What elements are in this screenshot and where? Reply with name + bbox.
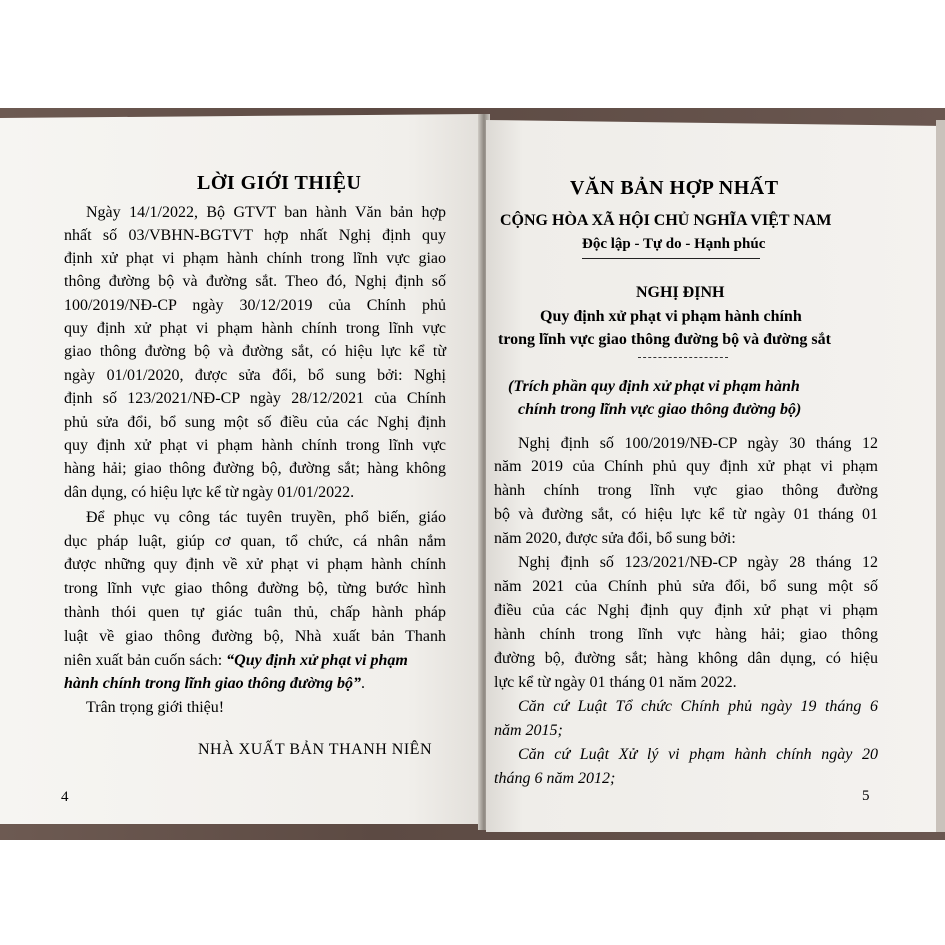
left-line-20-text: niên xuất bản cuốn sách: — [64, 652, 227, 669]
subtitle-separator — [638, 357, 728, 358]
left-line-5: 100/2019/NĐ-CP ngày 30/12/2019 của Chính phủ — [64, 297, 446, 314]
left-page-title: LỜI GIỚI THIỆU — [197, 172, 362, 194]
book-title-part-2: hành chính trong lĩnh giao thông đường bộ” — [64, 675, 361, 692]
right-line-4: bộ và đường sắt, có hiệu lực kể từ ngày 01 tháng 01 — [494, 506, 878, 523]
right-line-14: Căn cứ Luật Xử lý vi phạm hành chính ngày 20 — [518, 746, 878, 763]
right-line-8: điều của các Nghị định quy định xử phạt vi phạm — [494, 602, 878, 619]
right-line-10: đường bộ, đường sắt; hàng không dân dụng, có hiệu — [494, 650, 878, 667]
left-line-9: định số 123/2021/NĐ-CP ngày 28/12/2021 của Chính — [64, 390, 446, 407]
left-line-2: nhất số 03/VBHN-BGTVT hợp nhất Nghị định quy — [64, 227, 446, 244]
left-line-10: phủ sửa đổi, bổ sung một số điều của các Nghị định — [64, 414, 446, 431]
republic-heading: CỘNG HÒA XÃ HỘI CHỦ NGHĨA VIỆT NAM — [500, 212, 832, 229]
left-line-13: dân dụng, có hiệu lực kể từ ngày 01/01/2022. — [64, 484, 355, 501]
left-line-15: dục pháp luật, giúp cơ quan, tổ chức, cá nhân nắm — [64, 533, 446, 550]
right-line-12: Căn cứ Luật Tổ chức Chính phủ ngày 19 tháng 6 — [518, 698, 878, 715]
left-line-11: quy định xử phạt vi phạm hành chính trong lĩnh vực — [64, 437, 446, 454]
national-motto: Độc lập - Tự do - Hạnh phúc — [582, 236, 766, 252]
decree-heading: NGHỊ ĐỊNH — [636, 284, 725, 301]
right-line-13: năm 2015; — [494, 722, 563, 739]
right-line-7: năm 2021 của Chính phủ sửa đổi, bổ sung một số — [494, 578, 878, 595]
decree-subtitle-1: Quy định xử phạt vi phạm hành chính — [540, 308, 802, 325]
left-line-17: trong lĩnh vực giao thông đường bộ, từng bước hình — [64, 580, 446, 597]
right-line-2: năm 2019 của Chính phủ quy định xử phạt vi phạm — [494, 458, 878, 475]
book-title-part-1: “Quy định xử phạt vi phạm — [226, 652, 408, 669]
excerpt-note-2: chính trong lĩnh vực giao thông đường bộ) — [518, 401, 802, 418]
right-line-3: hành chính trong lĩnh vực giao thông đường — [494, 482, 878, 499]
motto-underline — [582, 258, 760, 259]
left-line-6: quy định xử phạt vi phạm hành chính trong lĩnh vực — [64, 320, 446, 337]
right-line-15: tháng 6 năm 2012; — [494, 770, 616, 787]
right-line-11: lực kể từ ngày 01 tháng 01 năm 2022. — [494, 674, 737, 691]
left-line-8: ngày 01/01/2020, được sửa đổi, bổ sung bởi: Nghị — [64, 367, 446, 384]
right-page-number: 5 — [862, 788, 870, 804]
left-line-12: hàng hải; giao thông đường bộ, đường sắt; hàng không — [64, 460, 446, 477]
right-line-6: Nghị định số 123/2021/NĐ-CP ngày 28 tháng 12 — [518, 554, 878, 571]
left-line-18: thành thói quen tự giác tuân thủ, chấp hành pháp — [64, 604, 446, 621]
left-page-number: 4 — [61, 789, 69, 805]
excerpt-note-1: (Trích phần quy định xử phạt vi phạm hành — [508, 378, 800, 395]
left-signature: NHÀ XUẤT BẢN THANH NIÊN — [198, 741, 433, 758]
left-line-3: định xử phạt vi phạm hành chính trong lĩnh vực giao — [64, 250, 446, 267]
left-line-22: Trân trọng giới thiệu! — [86, 699, 225, 716]
left-line-19: luật về giao thông đường bộ, Nhà xuất bản Thanh — [64, 628, 446, 645]
left-line-7: giao thông đường bộ và đường sắt, có hiệu lực kể từ — [64, 343, 446, 360]
decree-subtitle-2: trong lĩnh vực giao thông đường bộ và đường sắt — [498, 331, 831, 348]
left-line-1: Ngày 14/1/2022, Bộ GTVT ban hành Văn bản hợp — [86, 204, 446, 221]
right-line-9: hành chính trong lĩnh vực hàng hải; giao thông — [494, 626, 878, 643]
page-edge — [936, 120, 945, 832]
right-page-title: VĂN BẢN HỢP NHẤT — [570, 177, 779, 199]
left-line-16: được những quy định về xử phạt vi phạm hành chính — [64, 556, 446, 573]
right-line-1: Nghị định số 100/2019/NĐ-CP ngày 30 tháng 12 — [518, 435, 878, 452]
left-line-4: thông đường bộ và đường sắt. Theo đó, Nghị định số — [64, 273, 446, 290]
right-line-5: năm 2020, được sửa đổi, bổ sung bởi: — [494, 530, 736, 547]
left-line-21 — [64, 674, 365, 694]
left-line-20 — [64, 651, 408, 671]
left-line-14: Để phục vụ công tác tuyên truyền, phổ biến, giáo — [86, 509, 446, 526]
book-title-period: . — [360, 675, 365, 692]
